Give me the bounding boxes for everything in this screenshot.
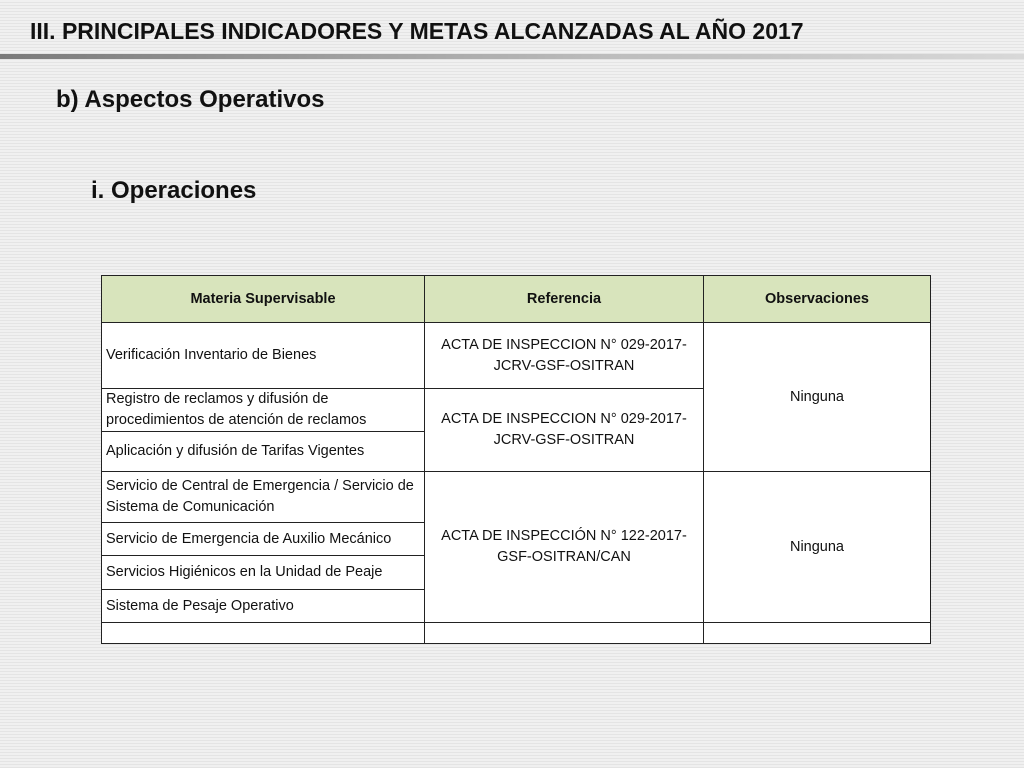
referencia-cell: ACTA DE INSPECCION N° 029-2017-JCRV-GSF-OSITRAN (425, 389, 704, 472)
materia-cell: Sistema de Pesaje Operativo (102, 590, 425, 623)
section-subtitle: b) Aspectos Operativos (56, 86, 325, 113)
empty-cell (425, 623, 704, 644)
page-title: III. PRINCIPALES INDICADORES Y METAS ALCANZADAS AL AÑO 2017 (30, 18, 804, 44)
materia-cell: Servicios Higiénicos en la Unidad de Peaje (102, 556, 425, 590)
empty-row (102, 623, 931, 644)
referencia-cell: ACTA DE INSPECCION N° 029-2017-JCRV-GSF-OSITRAN (425, 323, 704, 389)
materia-cell: Servicio de Central de Emergencia / Servicio de Sistema de Comunicación (102, 472, 425, 523)
observaciones-cell: Ninguna (704, 472, 931, 623)
observaciones-cell: Ninguna (704, 323, 931, 472)
column-header-referencia: Referencia (425, 276, 704, 323)
materia-cell: Servicio de Emergencia de Auxilio Mecánico (102, 523, 425, 556)
title-divider (0, 54, 1024, 59)
section-heading: i. Operaciones (91, 177, 257, 204)
table-row (102, 323, 931, 389)
table-row (102, 472, 931, 523)
empty-cell (704, 623, 931, 644)
empty-cell (102, 623, 425, 644)
table-header-row (102, 276, 931, 323)
materia-cell: Verificación Inventario de Bienes (102, 323, 425, 389)
operations-table (101, 275, 931, 644)
materia-cell: Registro de reclamos y difusión de procedimientos de atención de reclamos (102, 389, 425, 432)
materia-cell: Aplicación y difusión de Tarifas Vigentes (102, 432, 425, 472)
referencia-cell: ACTA DE INSPECCIÓN N° 122-2017-GSF-OSITRAN/CAN (425, 472, 704, 623)
column-header-materia: Materia Supervisable (102, 276, 425, 323)
column-header-observaciones: Observaciones (704, 276, 931, 323)
